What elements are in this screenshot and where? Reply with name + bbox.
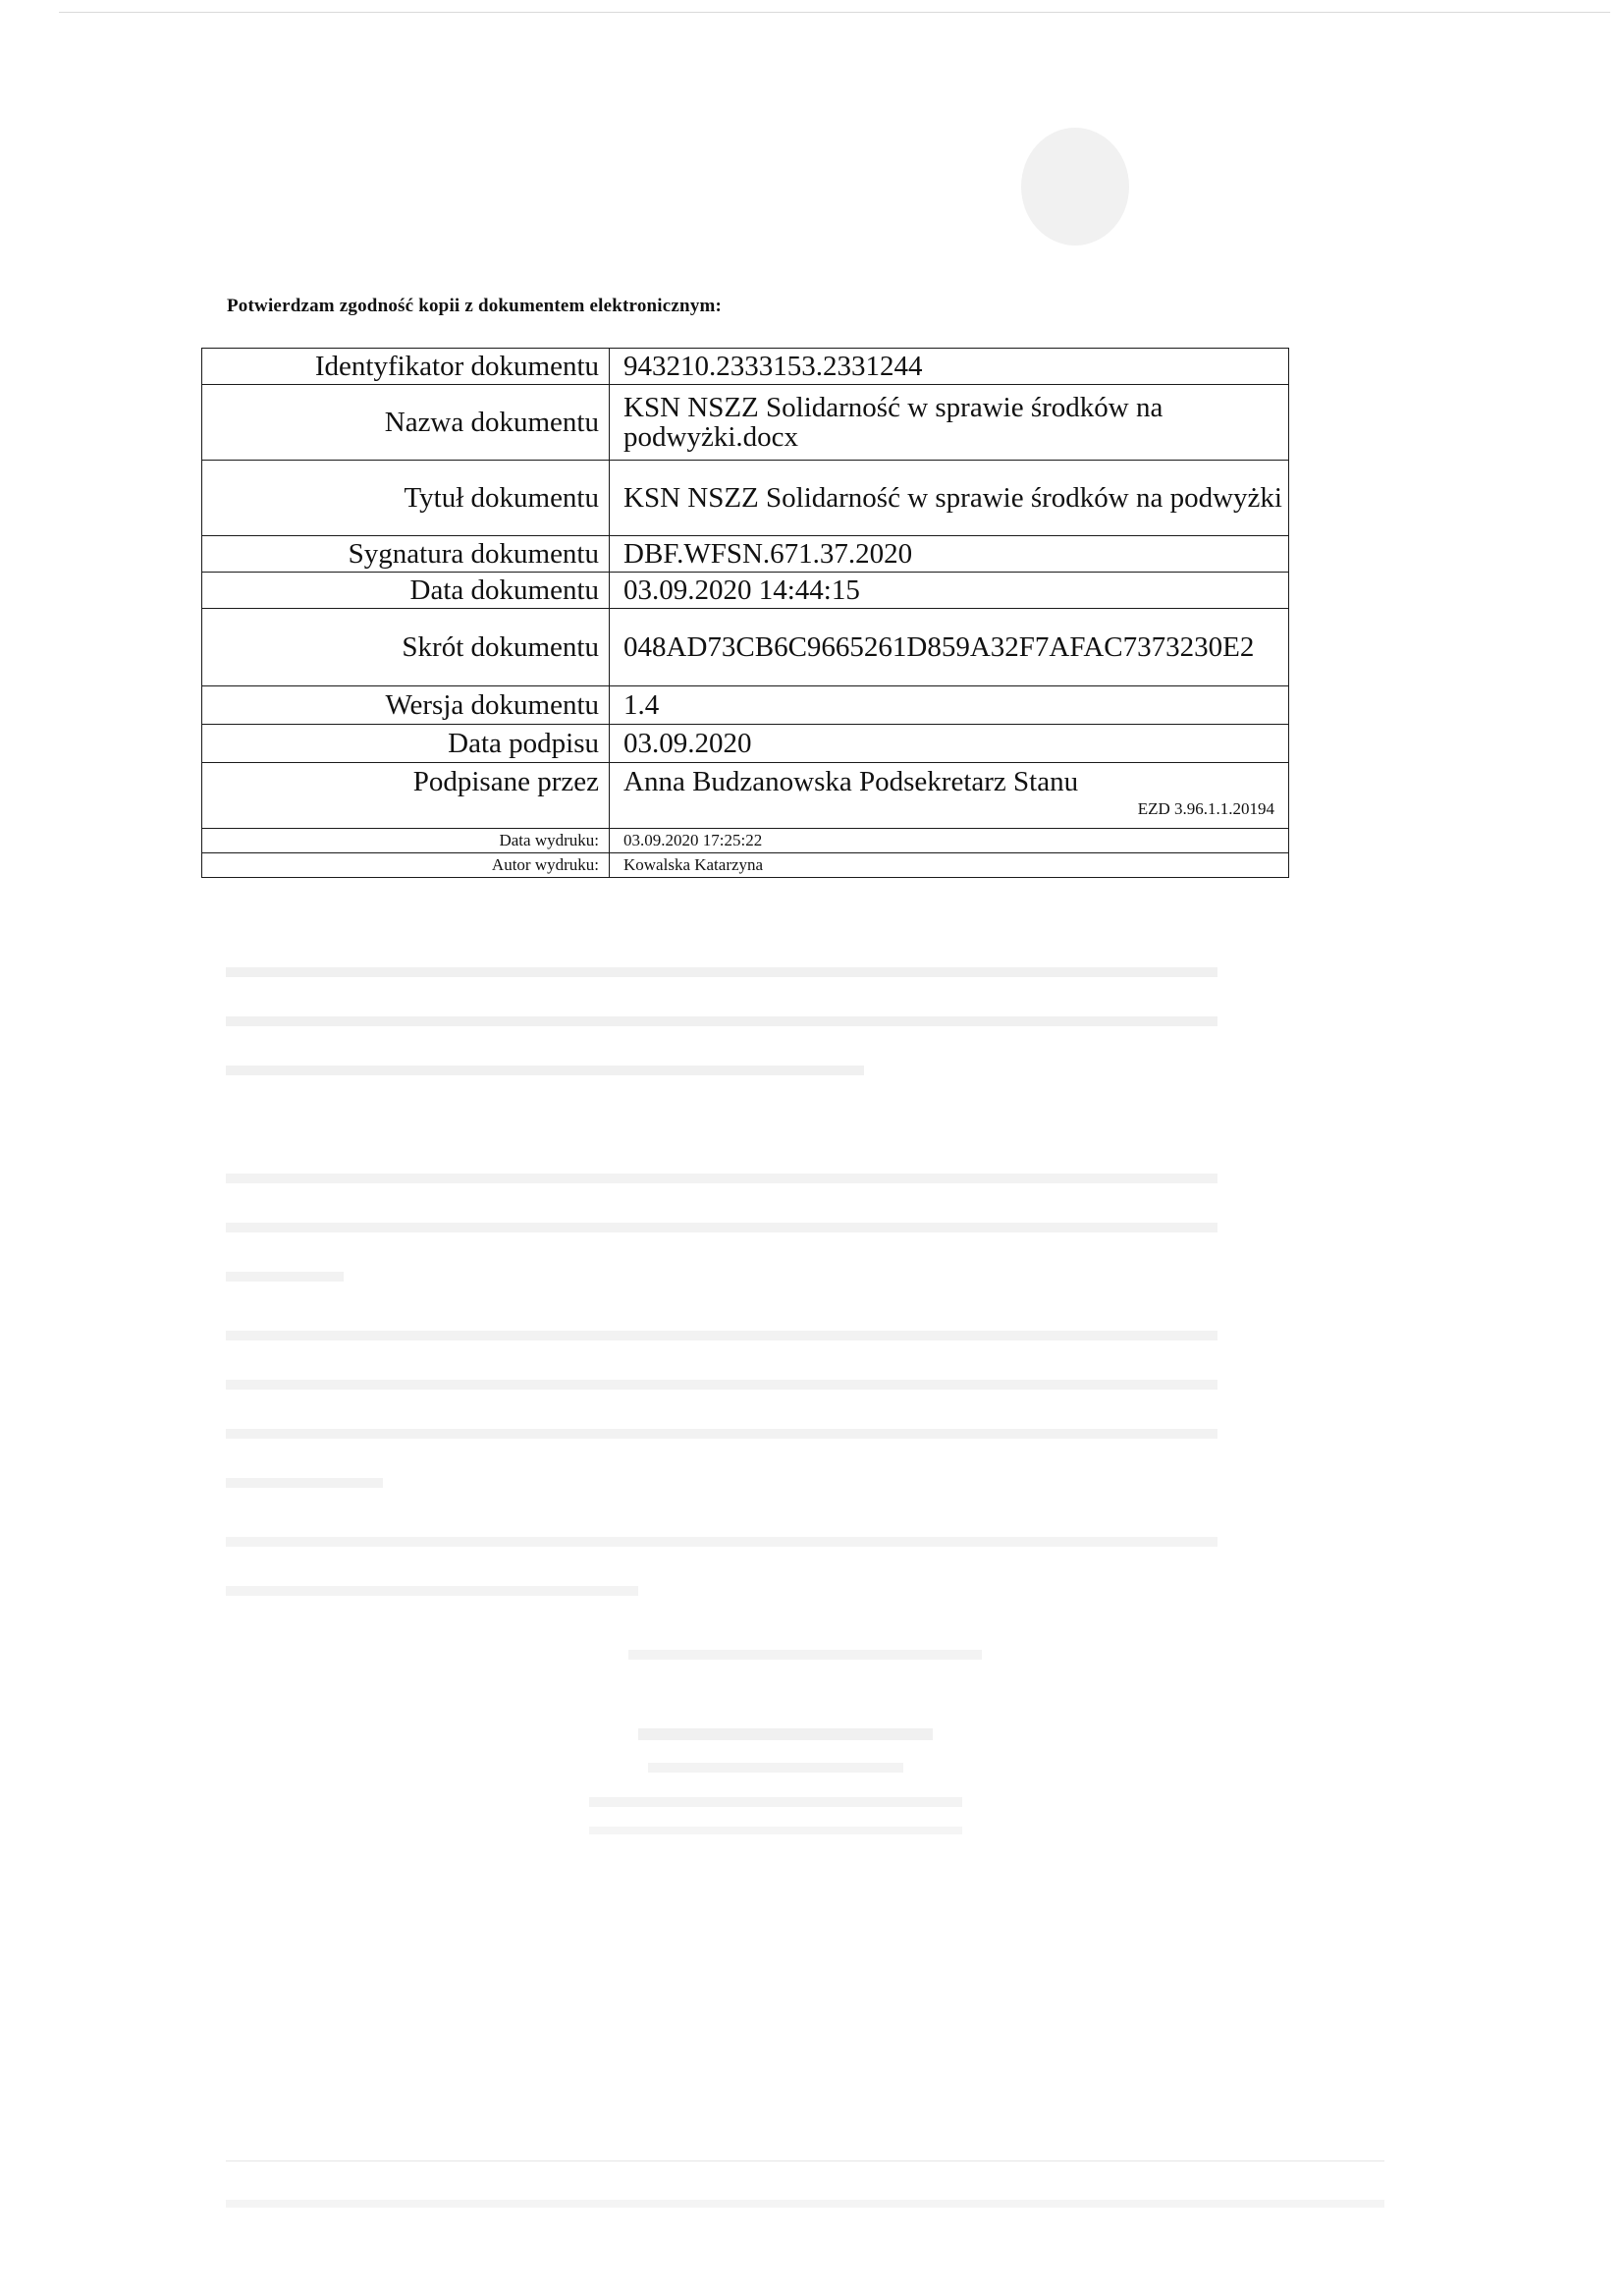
row-value: 1.4: [610, 686, 1289, 725]
table-row: [202, 536, 1289, 573]
row-label: Sygnatura dokumentu: [202, 536, 610, 573]
table-row: [202, 573, 1289, 609]
print-date-value: 03.09.2020 17:25:22: [610, 829, 1289, 853]
row-label: Nazwa dokumentu: [202, 385, 610, 461]
table-row: [202, 385, 1289, 461]
row-label: Data dokumentu: [202, 573, 610, 609]
row-label: Tytuł dokumentu: [202, 461, 610, 536]
row-label: Data podpisu: [202, 725, 610, 763]
ghost-line: [648, 1763, 903, 1773]
row-value: DBF.WFSN.671.37.2020: [610, 536, 1289, 573]
table-row: [202, 609, 1289, 686]
row-value: 03.09.2020 14:44:15: [610, 573, 1289, 609]
print-author-label: Autor wydruku:: [202, 853, 610, 878]
row-label: Skrót dokumentu: [202, 609, 610, 686]
scan-edge-line: [59, 12, 1610, 13]
hash-value: 048AD73CB6C9665261D859A32F7AFAC7373230E2: [623, 631, 1255, 663]
ghost-line: [226, 1586, 638, 1596]
document-metadata-table: [201, 348, 1289, 878]
row-label: Podpisane przez: [202, 763, 610, 801]
ghost-line: [226, 1272, 344, 1282]
confirmation-heading: Potwierdzam zgodność kopii z dokumentem elektronicznym:: [227, 296, 723, 316]
print-date-label: Data wydruku:: [202, 829, 610, 853]
ghost-line: [226, 2160, 1384, 2161]
ezd-version: EZD 3.96.1.1.20194: [610, 800, 1289, 829]
ghost-line: [589, 1827, 962, 1834]
ghost-line: [226, 1016, 1217, 1026]
print-date-row: [202, 829, 1289, 853]
ghost-line: [226, 967, 1217, 977]
row-value: 943210.2333153.2331244: [610, 349, 1289, 385]
print-author-value: Kowalska Katarzyna: [610, 853, 1289, 878]
ghost-line: [226, 1223, 1217, 1232]
ghost-emblem: [1021, 128, 1129, 246]
ghost-line: [226, 1066, 864, 1075]
ghost-line: [226, 1380, 1217, 1390]
ghost-line: [628, 1650, 982, 1660]
table-row: [202, 349, 1289, 385]
print-author-row: [202, 853, 1289, 878]
ghost-line: [226, 1331, 1217, 1340]
row-label: Wersja dokumentu: [202, 686, 610, 725]
row-value: KSN NSZZ Solidarność w sprawie środków na podwyżki.docx: [610, 385, 1289, 461]
row-value: Anna Budzanowska Podsekretarz Stanu: [610, 763, 1289, 801]
row-value: [610, 609, 1289, 686]
ghost-line: [226, 1537, 1217, 1547]
row-label: Identyfikator dokumentu: [202, 349, 610, 385]
ghost-line: [589, 1797, 962, 1807]
row-value: 03.09.2020: [610, 725, 1289, 763]
ghost-line: [638, 1728, 933, 1740]
table-row: [202, 763, 1289, 801]
ghost-line: [226, 1429, 1217, 1439]
ghost-line: [226, 1174, 1217, 1183]
row-value: KSN NSZZ Solidarność w sprawie środków na podwyżki: [610, 461, 1289, 536]
table-row: [202, 461, 1289, 536]
ezd-spacer: [202, 800, 610, 829]
ghost-line: [226, 1478, 383, 1488]
table-row: [202, 686, 1289, 725]
table-row: [202, 725, 1289, 763]
ezd-row: [202, 800, 1289, 829]
ghost-line: [226, 2200, 1384, 2208]
